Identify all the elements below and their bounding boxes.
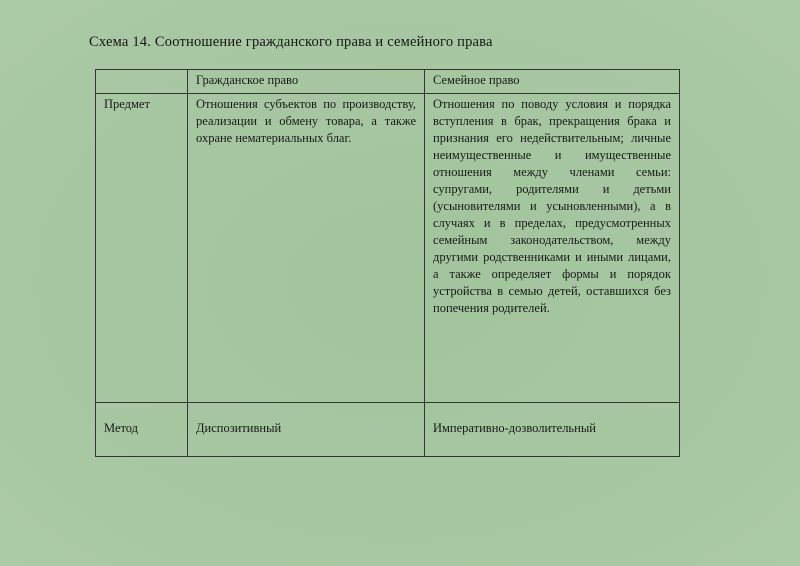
table-header-row (96, 70, 680, 94)
row-label-metod: Метод (96, 403, 188, 457)
row-label-predmet: Предмет (96, 94, 188, 403)
comparison-table (95, 69, 680, 457)
header-civil-law: Гражданское право (188, 70, 425, 94)
header-corner-cell (96, 70, 188, 94)
page-title: Схема 14. Соотношение гражданского права и семейного права (89, 34, 493, 50)
predmet-civil-cell: Отношения субъектов по производству, реализации и обмену товара, а также охране нематериальных благ. (188, 94, 425, 403)
header-family-law: Семейное право (425, 70, 680, 94)
metod-family-cell: Императивно-дозволительный (425, 403, 680, 457)
table-row (96, 403, 680, 457)
predmet-family-cell: Отношения по поводу условия и порядка вступления в брак, прекращения брака и признания его недействительным; личные неимущественные и имущественные отношения между членами семьи: супругами, родителями и детьми (усыновителями и усыновленными), а в случаях и в пределах, предусмотренных семейным законодательством, между другими родственниками и иными лицами, а также определяет формы и порядок устройства в семью детей, оставшихся без попечения родителей. (425, 94, 680, 403)
table-row (96, 94, 680, 403)
metod-civil-cell: Диспозитивный (188, 403, 425, 457)
